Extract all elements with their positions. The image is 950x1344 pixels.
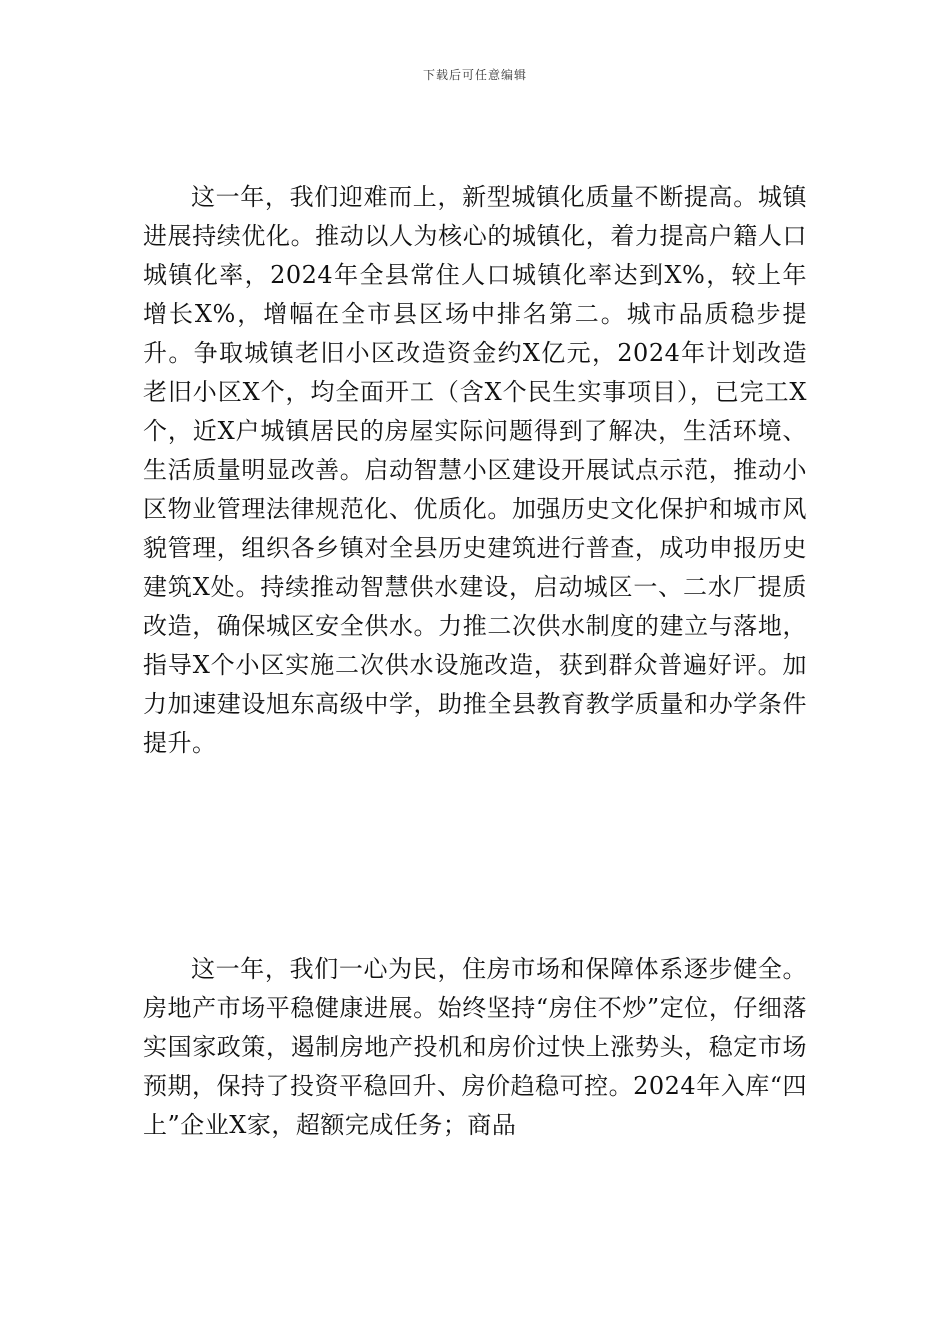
body-paragraph-2: 这一年，我们一心为民，住房市场和保障体系逐步健全。房地产市场平稳健康进展。始终坚持“房住不炒”定位，仔细落实国家政策，遏制房地产投机和房价过快上涨势头，稳定市场预期，保持了投资平稳回升、房价趋稳可控。2024年入库“四上”企业X家，超额完成任务；商品 <box>143 955 807 1139</box>
header-note: 下载后可任意编辑 <box>422 68 527 82</box>
body-paragraph-1: 这一年，我们迎难而上，新型城镇化质量不断提高。城镇进展持续优化。推动以人为核心的城镇化，着力提高户籍人口城镇化率，2024年全县常住人口城镇化率达到X%，较上年增长X%，增幅在全市县区场中排名第二。城市品质稳步提升。争取城镇老旧小区改造资金约X亿元，2024年计划改造老旧小区X个，均全面开工（含X个民生实事项目），已完工X个，近X户城镇居民的房屋实际问题得到了解决，生活环境、生活质量明显改善。启动智慧小区建设开展试点示范，推动小区物业管理法律规范化、优质化。加强历史文化保护和城市风貌管理，组织各乡镇对全县历史建筑进行普查，成功申报历史建筑X处。持续推动智慧供水建设，启动城区一、二水厂提质改造，确保城区安全供水。力推二次供水制度的建立与落地，指导X个小区实施二次供水设施改造，获到群众普遍好评。加力加速建设旭东高级中学，助推全县教育教学质量和办学条件提升。 <box>143 183 807 757</box>
